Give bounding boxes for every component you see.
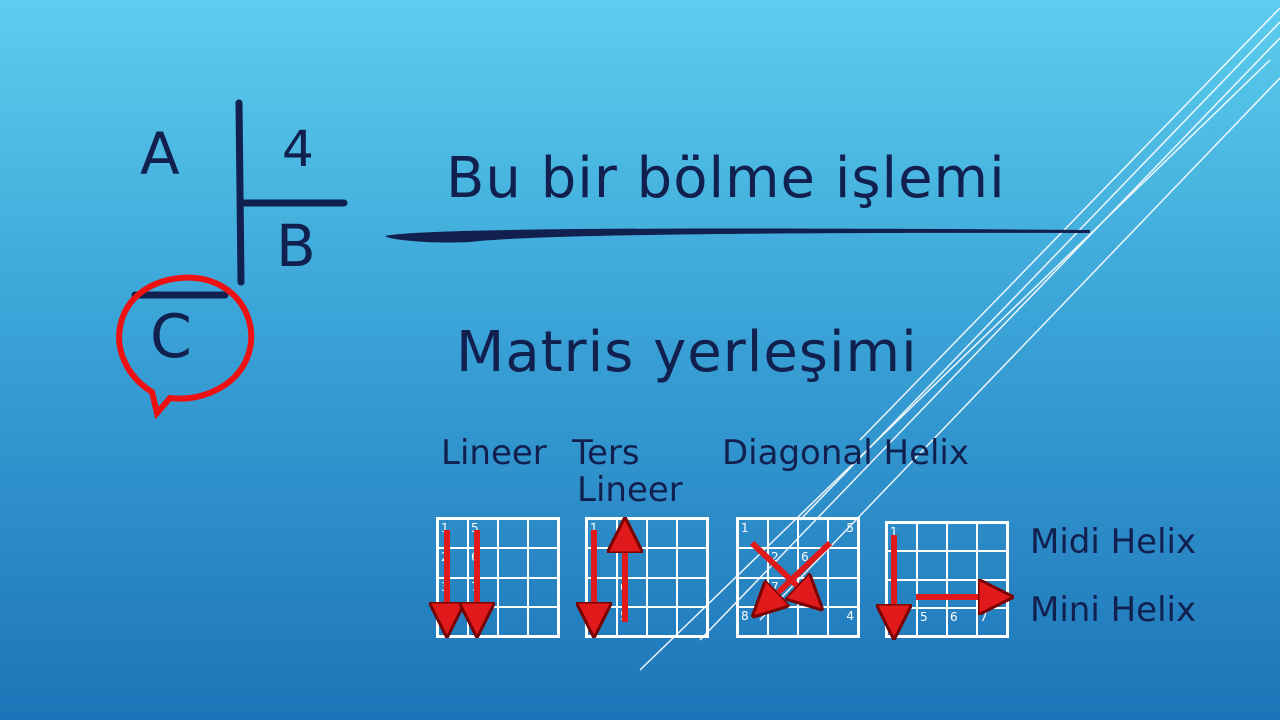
matrix-cell	[438, 607, 468, 636]
matrix-cell-number: 1	[741, 521, 749, 535]
matrix-cell	[587, 607, 617, 636]
title-underline	[385, 228, 1090, 242]
matrix-cell	[647, 607, 677, 636]
matrix-cell	[768, 519, 798, 548]
matrix-cell-number: 3	[890, 581, 898, 596]
matrix-cell-number: 6	[471, 550, 479, 565]
matrix-cell-number: 1	[590, 521, 598, 535]
label-helix: Helix	[883, 433, 969, 473]
matrix-cell	[677, 519, 707, 548]
matrix-cell	[587, 578, 617, 607]
matrix-cell	[917, 608, 947, 636]
matrix-cell-number: 7	[620, 550, 628, 565]
matrix-cell	[887, 523, 917, 551]
matrix-cell-number: 6	[950, 609, 958, 624]
matrix-cell	[587, 519, 617, 548]
matrix-cell	[887, 608, 917, 636]
matrix-cell	[617, 607, 647, 636]
matrix-cell	[768, 578, 798, 607]
label-lineer: Lineer	[441, 433, 547, 473]
matrix-cell-number: 8	[741, 608, 749, 623]
slide-subtitle: Matris yerleşimi	[456, 320, 918, 385]
label-diagonal: Diagonal	[722, 433, 873, 473]
matrix-cell-number: 5	[620, 608, 628, 623]
label-diagonal-helix	[722, 433, 969, 473]
matrix-cell-number: 5	[920, 609, 928, 624]
matrix-helix	[885, 521, 1009, 638]
matrix-cell	[528, 578, 558, 607]
matrix-lineer	[436, 517, 560, 638]
matrix-cell	[468, 548, 498, 577]
matrix-cell	[798, 607, 828, 636]
matrix-cell	[468, 519, 498, 548]
matrix-cell	[798, 578, 828, 607]
matrix-cell-number: 4	[441, 608, 449, 623]
label-ters: Ters	[572, 433, 640, 473]
matrix-cell	[828, 607, 858, 636]
matrix-cell-number: 4	[846, 608, 854, 623]
matrix-cell-number: 3	[801, 579, 809, 594]
matrix-cell	[498, 578, 528, 607]
decor-line	[860, 8, 1280, 440]
matrix-cell	[647, 548, 677, 577]
matrix-cell-number: 3	[590, 579, 598, 594]
matrix-cell-number: 5	[471, 521, 479, 535]
matrix-cell	[738, 548, 768, 577]
matrix-cell	[977, 551, 1007, 579]
matrix-cell-number: 3	[441, 579, 449, 594]
matrix-diagonal	[736, 517, 860, 638]
matrix-cell	[528, 607, 558, 636]
matrix-cell	[828, 519, 858, 548]
matrix-cell-number: 1	[441, 521, 449, 535]
label-mini-helix: Mini Helix	[1030, 590, 1197, 630]
matrix-cell	[738, 607, 768, 636]
matrix-cell	[438, 519, 468, 548]
matrix-cell-number: 2	[771, 550, 779, 565]
matrix-cell	[677, 578, 707, 607]
matrix-cell	[917, 523, 947, 551]
matrix-ters-lineer	[585, 517, 709, 638]
matrix-cell	[528, 548, 558, 577]
matrix-cell	[617, 519, 647, 548]
matrix-cell	[768, 607, 798, 636]
matrix-cell	[768, 548, 798, 577]
slide-title: Bu bir bölme işlemi	[446, 146, 1006, 211]
matrix-cell-number: 2	[590, 550, 598, 565]
matrix-cell	[438, 548, 468, 577]
matrix-cell	[947, 523, 977, 551]
matrix-cell	[677, 548, 707, 577]
label-ters-lineer: Lineer	[577, 470, 683, 510]
matrix-cell-number: 8	[620, 521, 628, 535]
matrix-cell	[977, 608, 1007, 636]
matrix-cell	[798, 519, 828, 548]
matrix-cell	[828, 578, 858, 607]
division-dividend: A	[140, 120, 180, 188]
matrix-cell-number: 4	[890, 609, 898, 624]
matrix-cell	[798, 548, 828, 577]
division-quotient: B	[276, 212, 316, 280]
matrix-cell	[647, 519, 677, 548]
matrix-cell	[977, 523, 1007, 551]
matrix-cell	[498, 519, 528, 548]
matrix-cell	[917, 580, 947, 608]
matrix-cell-number: 4	[590, 608, 598, 623]
division-remainder: C	[150, 302, 192, 372]
matrix-cell	[977, 580, 1007, 608]
matrix-cell-number: 7	[771, 579, 779, 594]
matrix-cell	[738, 578, 768, 607]
label-midi-helix: Midi Helix	[1030, 522, 1197, 562]
matrix-cell-number: 5	[846, 521, 854, 535]
matrix-cell-number: 6	[801, 550, 809, 565]
matrix-cell	[947, 551, 977, 579]
matrix-cell	[947, 608, 977, 636]
matrix-cell	[528, 519, 558, 548]
matrix-cell-number: 6	[620, 579, 628, 594]
matrix-cell	[947, 580, 977, 608]
matrix-cell	[677, 607, 707, 636]
matrix-cell-number: 7	[980, 609, 988, 624]
matrix-cell	[468, 607, 498, 636]
matrix-cell	[468, 578, 498, 607]
matrix-cell-number: 2	[890, 553, 898, 568]
matrix-cell-number: 7	[471, 579, 479, 594]
matrix-cell	[438, 578, 468, 607]
matrix-cell	[828, 548, 858, 577]
matrix-cell-number: 1	[890, 525, 898, 539]
matrix-cell-number: 8	[471, 608, 479, 623]
matrix-cell	[887, 551, 917, 579]
matrix-cell	[917, 551, 947, 579]
matrix-cell	[587, 548, 617, 577]
division-divisor: 4	[282, 120, 314, 178]
matrix-cell-number: 2	[441, 550, 449, 565]
matrix-cell	[617, 548, 647, 577]
matrix-cell	[498, 607, 528, 636]
matrix-cell	[738, 519, 768, 548]
matrix-cell	[617, 578, 647, 607]
matrix-cell	[498, 548, 528, 577]
matrix-cell	[887, 580, 917, 608]
matrix-cell	[647, 578, 677, 607]
